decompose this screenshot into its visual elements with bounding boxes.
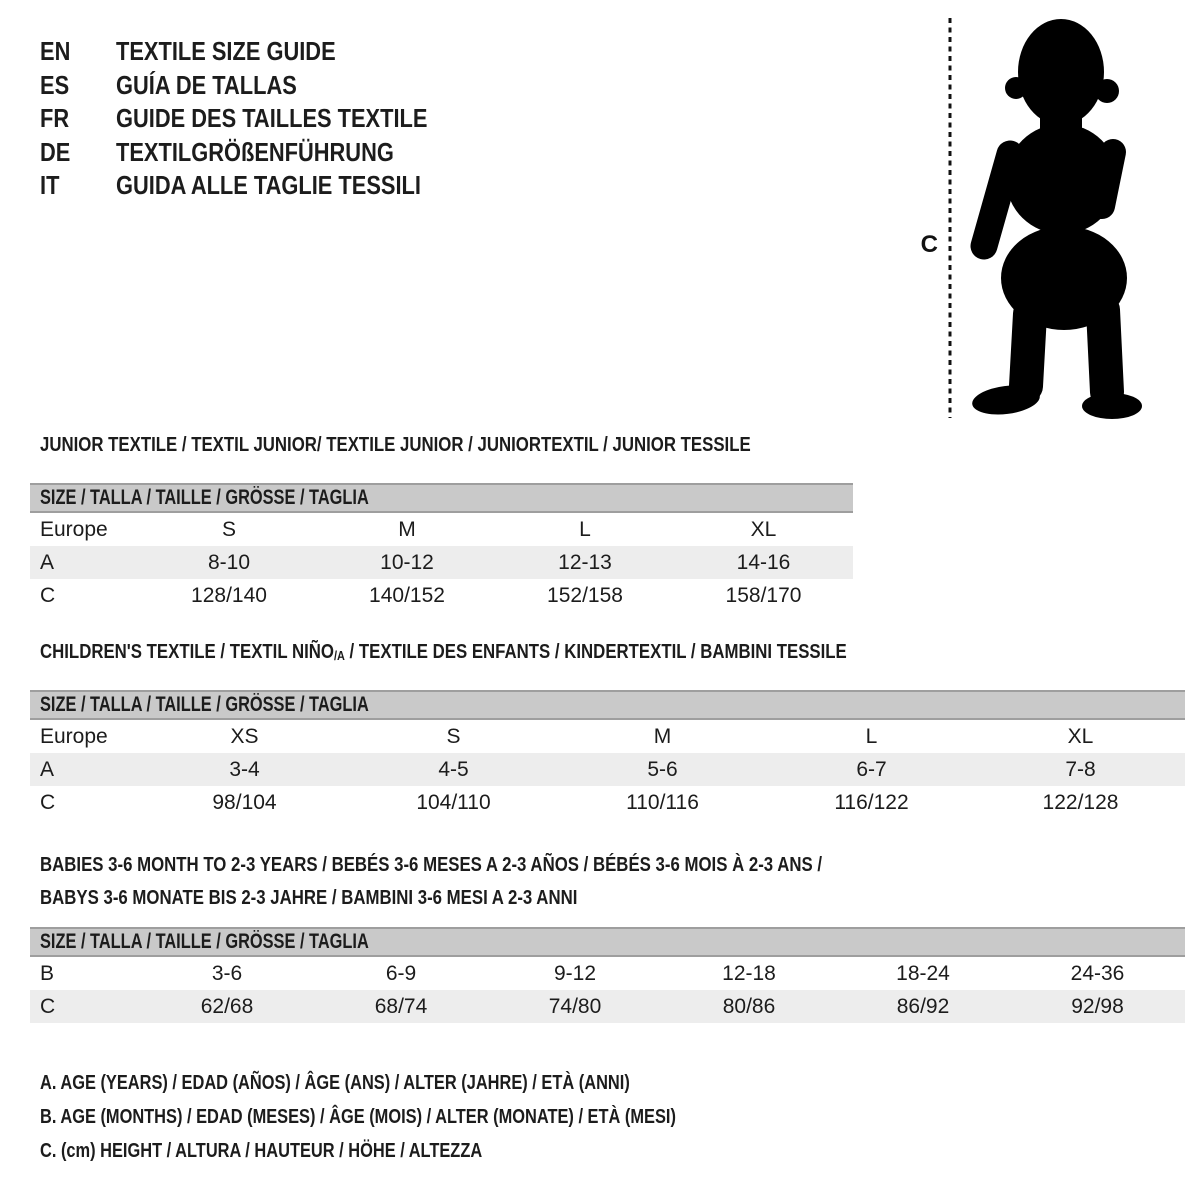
language-code: DE [40, 136, 71, 167]
table-cell: 4-5 [349, 753, 558, 786]
note-age-months: B. AGE (MONTHS) / EDAD (MESES) / ÂGE (MOIS) / ALTER (MONATE) / ETÀ (MESI) [40, 1106, 676, 1128]
table-cell: 62/68 [140, 990, 314, 1023]
language-row-es [40, 69, 487, 103]
row-label: Europe [40, 517, 108, 541]
table-cell: 92/98 [1010, 990, 1185, 1023]
table-cell: M [653, 724, 672, 748]
table-cell: 158/170 [725, 583, 802, 607]
table-cell: L [865, 724, 878, 748]
table-cell: 6-7 [767, 753, 976, 786]
table-row-sizes [30, 720, 1185, 753]
row-label: C [40, 583, 56, 607]
table-cell: 104/110 [416, 790, 491, 814]
table-cell: 7-8 [976, 753, 1185, 786]
table-cell: 110/116 [626, 790, 699, 814]
language-title: GUIDE DES TAILLES TEXTILE [116, 103, 428, 134]
table-cell: 18-24 [896, 961, 950, 985]
table-row-height [30, 990, 1185, 1023]
table-row-height [30, 786, 1185, 819]
language-code: FR [40, 103, 70, 134]
language-title: GUIDA ALLE TAGLIE TESSILI [116, 170, 421, 201]
note-height-cm: C. (cm) HEIGHT / ALTURA / HAUTEUR / HÖHE / ALTEZZA [40, 1140, 483, 1162]
table-cell: 116/122 [834, 790, 909, 814]
row-label: C [30, 990, 140, 1023]
table-cell: 9-12 [553, 961, 597, 985]
table-row-age [30, 753, 1185, 786]
children-section-title: CHILDREN'S TEXTILE / TEXTIL NIÑO/A / TEXTILE DES ENFANTS / KINDERTEXTIL / BAMBINI TESSILE [40, 641, 847, 663]
size-header-bar: SIZE / TALLA / TAILLE / GRÖSSE / TAGLIA [30, 483, 853, 513]
row-label: B [40, 961, 55, 985]
table-cell: 14-16 [674, 546, 853, 579]
table-cell: 140/152 [369, 583, 445, 607]
row-label: A [30, 546, 140, 579]
row-label: A [30, 753, 140, 786]
table-row-height [30, 579, 853, 612]
table-cell: 68/74 [314, 990, 488, 1023]
junior-size-table [30, 483, 853, 612]
table-cell: 10-12 [318, 546, 496, 579]
language-code: ES [40, 69, 70, 100]
children-size-table [30, 690, 1185, 819]
table-cell: 12-13 [496, 546, 674, 579]
table-row-sizes [30, 513, 853, 546]
table-cell: 80/86 [662, 990, 836, 1023]
babies-section-title: BABIES 3-6 MONTH TO 2-3 YEARS / BEBÉS 3-6 MESES A 2-3 AÑOS / BÉBÉS 3-6 MOIS À 2-3 ANS / BABYS 3-6 MONATE BIS 2-3 JAHRE / BAMBINI 3-6 MESI A 2-3 ANNI [40, 854, 823, 909]
table-cell: S [221, 517, 236, 541]
legend-notes [40, 1066, 816, 1168]
table-cell: 6-9 [385, 961, 417, 985]
nino-a-subscript: /A [333, 648, 345, 663]
table-cell: 152/158 [547, 583, 623, 607]
language-code: EN [40, 36, 71, 67]
size-header-bar: SIZE / TALLA / TAILLE / GRÖSSE / TAGLIA [30, 690, 1185, 720]
size-header-bar: SIZE / TALLA / TAILLE / GRÖSSE / TAGLIA [30, 927, 1185, 957]
language-row-it [40, 169, 487, 203]
table-row-age-months [30, 957, 1185, 990]
language-row-de [40, 136, 487, 170]
row-label: C [40, 790, 56, 814]
height-measure-figure [900, 14, 1156, 422]
table-cell: S [446, 724, 461, 748]
table-cell: 74/80 [488, 990, 662, 1023]
table-cell: XL [1067, 724, 1094, 748]
language-title: TEXTILGRÖßENFÜHRUNG [116, 136, 394, 167]
table-cell: 24-36 [1070, 961, 1125, 985]
measure-label: C [920, 231, 938, 258]
language-legend [40, 35, 487, 203]
table-cell: L [579, 517, 591, 541]
junior-section-title: JUNIOR TEXTILE / TEXTIL JUNIOR/ TEXTILE JUNIOR / JUNIORTEXTIL / JUNIOR TESSILE [40, 434, 751, 456]
babies-size-table [30, 927, 1185, 1023]
table-cell: 12-18 [722, 961, 776, 985]
table-cell: XL [750, 517, 777, 541]
table-cell: 128/140 [191, 583, 267, 607]
table-row-age [30, 546, 853, 579]
language-code: IT [40, 170, 60, 201]
note-age-years: A. AGE (YEARS) / EDAD (AÑOS) / ÂGE (ANS) / ALTER (JAHRE) / ETÀ (ANNI) [40, 1072, 630, 1094]
table-cell: 5-6 [558, 753, 767, 786]
table-cell: 86/92 [836, 990, 1010, 1023]
language-title: GUÍA DE TALLAS [116, 69, 297, 100]
table-cell: M [398, 517, 416, 541]
toddler-silhouette-icon [900, 14, 1156, 422]
language-row-fr [40, 102, 487, 136]
toddler-body [971, 19, 1142, 419]
table-cell: XS [230, 724, 259, 748]
table-cell: 3-6 [211, 961, 243, 985]
table-cell: 3-4 [140, 753, 349, 786]
language-title: TEXTILE SIZE GUIDE [116, 36, 336, 67]
row-label: Europe [40, 724, 108, 748]
table-cell: 122/128 [1042, 790, 1119, 814]
table-cell: 8-10 [140, 546, 318, 579]
table-cell: 98/104 [212, 790, 277, 814]
language-row-en [40, 35, 487, 69]
